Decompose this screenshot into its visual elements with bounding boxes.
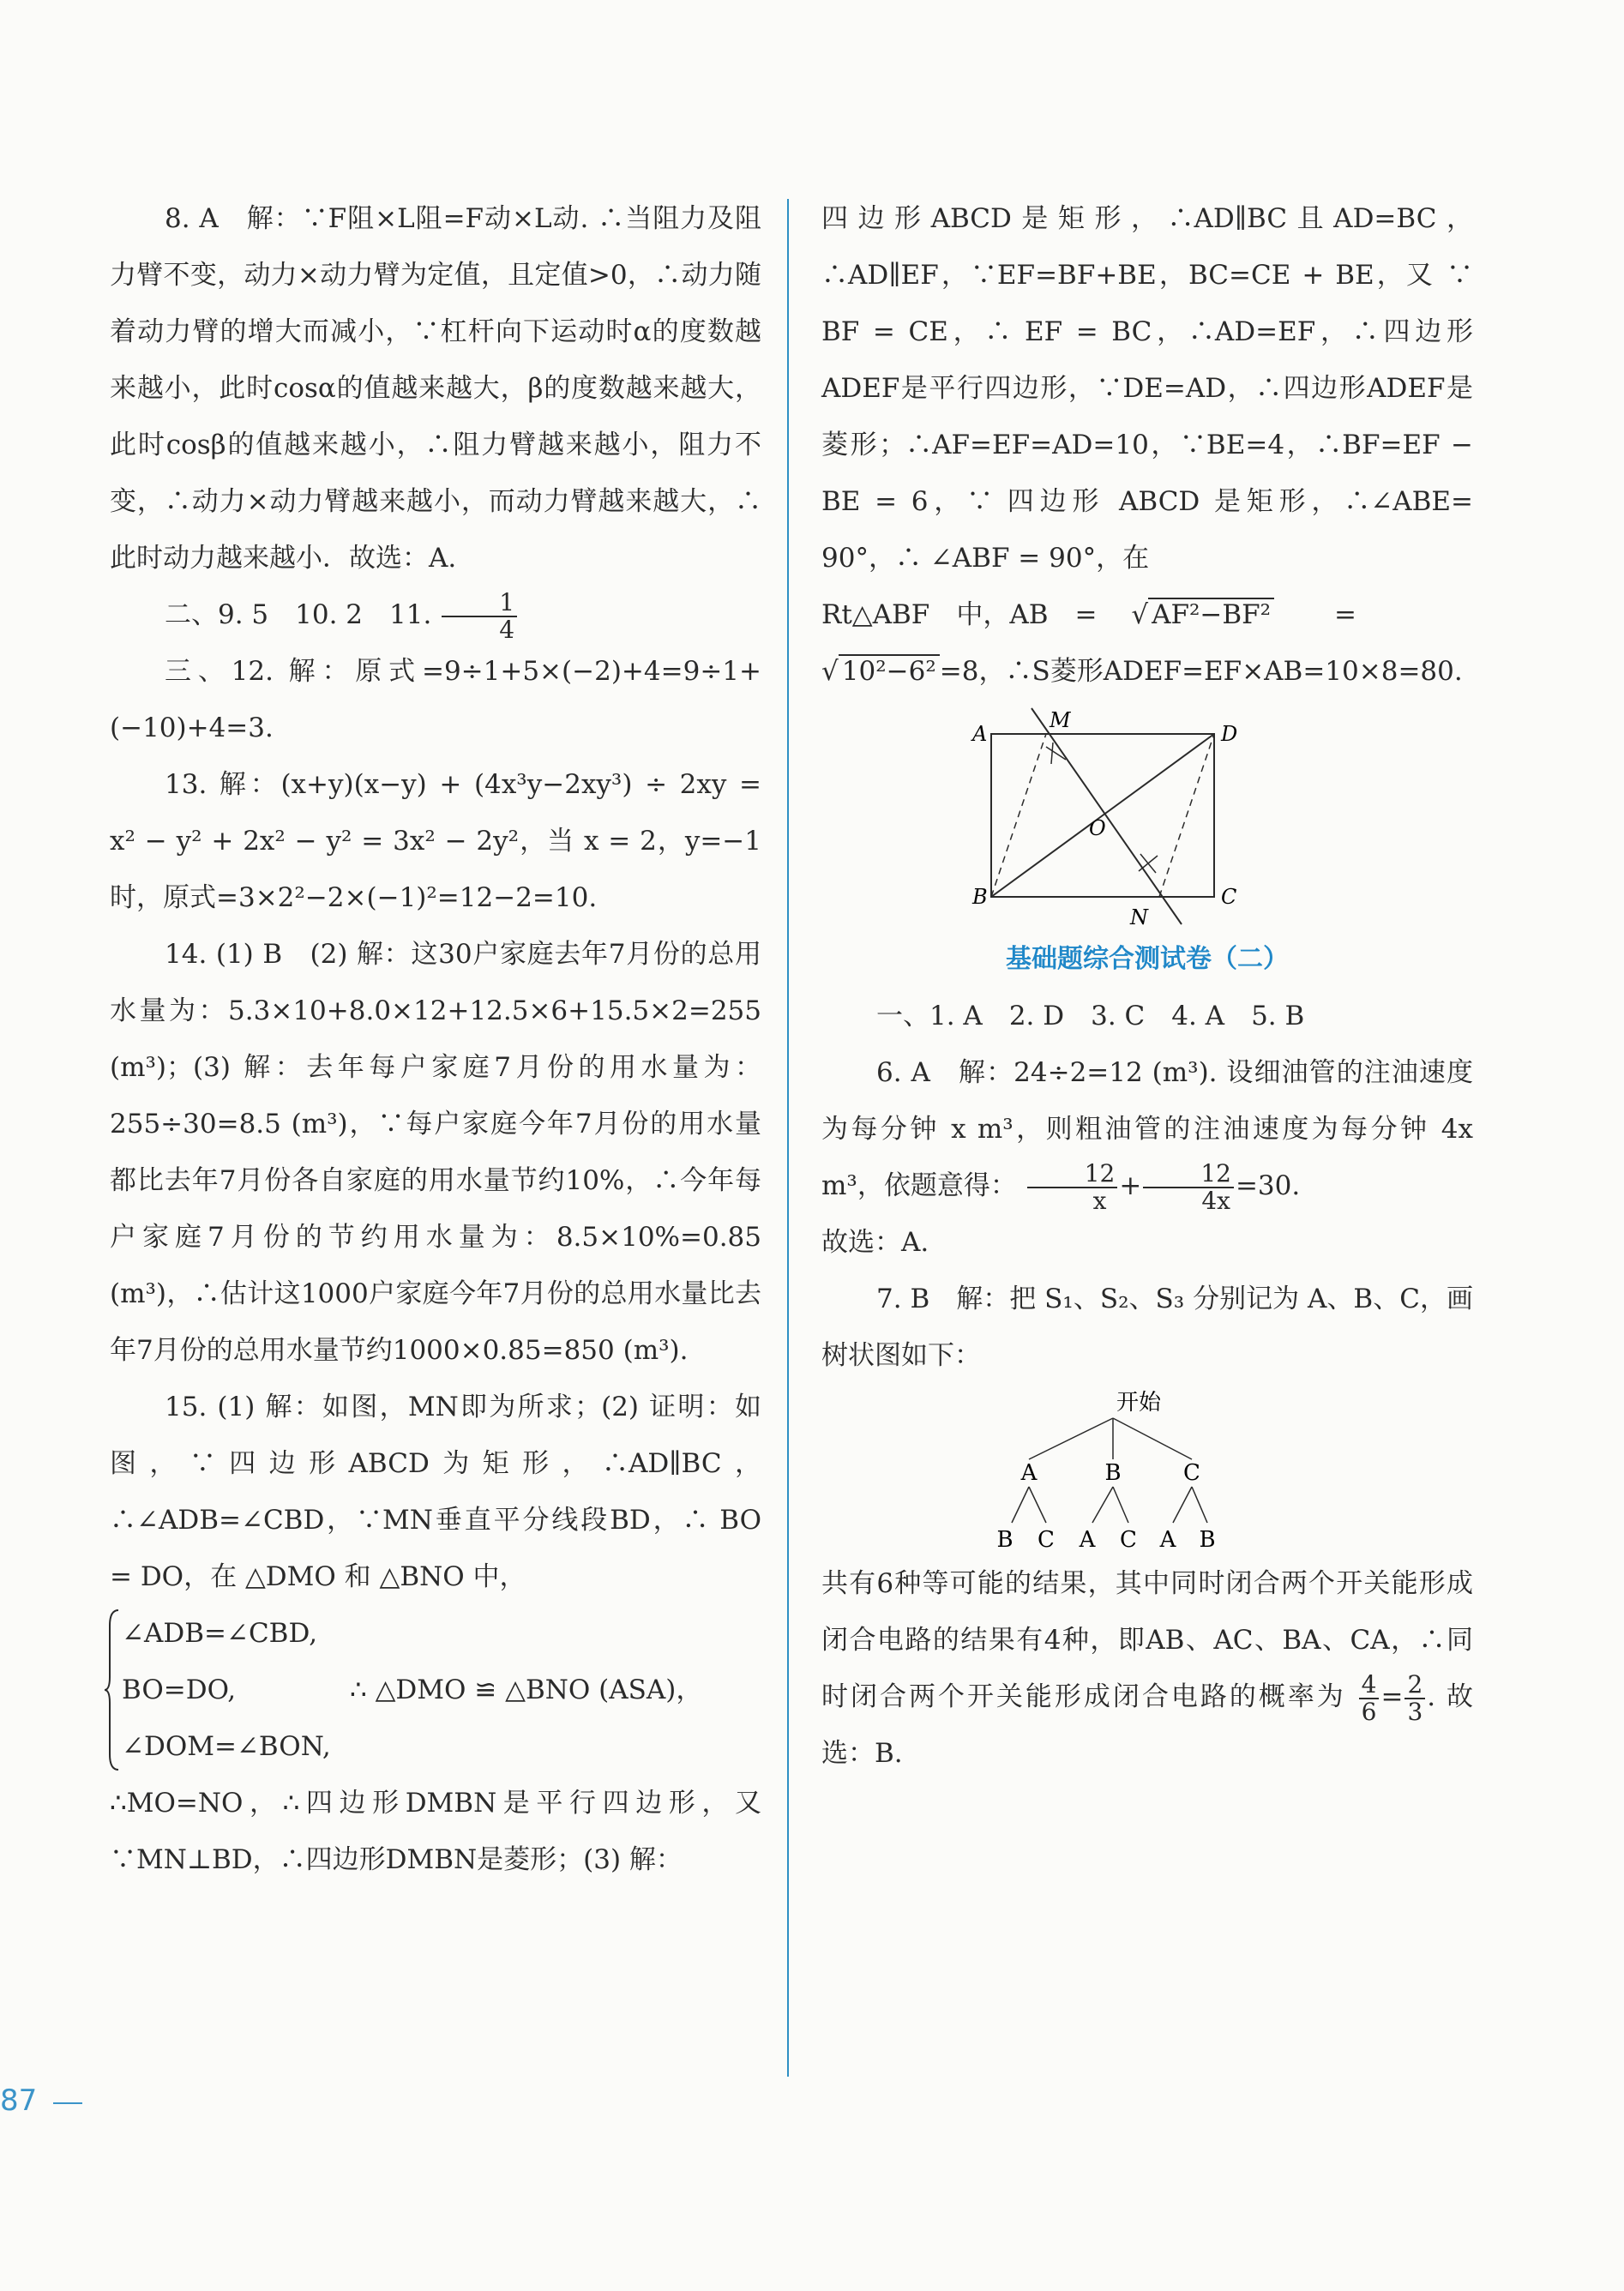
- system-line-1: ∠ADB=∠CBD,: [122, 1618, 318, 1649]
- answer-15-part-c: 四边形ABCD是矩形，∴AD∥BC且AD=BC，∴AD∥EF，∵EF=BF+BE，BC=CE + BE，又 ∵ BF = CE，∴ EF = BC，∴AD=EF，∴四边形ADEF是平行四边形，∵DE=AD，∴四边形ADEF是菱形；∴AF=EF=AD=10，∵BE=4，∴BF=EF − BE = 6，∵ 四边形 ABCD 是矩形，∴∠ABE= 90°，∴ ∠ABF = 90°，在: [821, 203, 1473, 574]
- label-n: N: [1130, 905, 1148, 929]
- diagonal-bd: [991, 734, 1214, 897]
- part2-text: 二、9. 5 10. 2 11.: [165, 599, 432, 630]
- fraction-12-over-x: $\frac{12}{x}$: [1027, 1161, 1118, 1214]
- answer-14: 14. (1) B (2) 解：这30户家庭去年7月份的总用水量为：5.3×10+8.0×12+12.5×6+15.5×2=255 (m³)；(3) 解：去年每户家庭7月份的用水量为：255÷30=8.5 (m³)，∵每户家庭今年7月份的用水量都比去年7月份各自家庭的用水量节约10%，∴今年每户家庭7月份的节约用水量为：8.5×10%=0.85 (m³)，∴估计这1000户家庭今年7月份的总用水量比去年7月份的总用水量节约1000×0.85=850 (m³).: [110, 939, 761, 1366]
- line-mn: [1032, 708, 1182, 924]
- congruence-result: ∴ △DMO ≌ △BNO (ASA)，: [350, 1675, 703, 1705]
- answer-15-part-a: 15. (1) 解：如图，MN即为所求；(2) 证明：如图，∵四边形ABCD为矩形，∴AD∥BC，∴∠ADB=∠CBD，∵MN垂直平分线段BD，∴ BO = DO，在 △DMO 和 △BNO 中，: [110, 1392, 761, 1592]
- tree-leaf: B: [996, 1527, 1013, 1553]
- answer-part2: [110, 586, 761, 643]
- tree-root: 开始: [1116, 1390, 1162, 1416]
- fraction-one-quarter: $\frac{1}{4}$: [442, 590, 517, 643]
- tree-leaf: C: [1120, 1527, 1137, 1553]
- fraction-4-over-6: $\frac{4}{6}$: [1359, 1672, 1380, 1725]
- dashed-nd: [1159, 734, 1214, 897]
- answer-15-part-b: ∴MO=NO，∴四边形DMBN是平行四边形，又∵MN⊥BD，∴四边形DMBN是菱形；(3) 解：: [110, 1788, 761, 1875]
- section-title: 基础题综合测试卷（二）: [1006, 944, 1289, 974]
- right-column: [821, 190, 1473, 1782]
- tree-leaf: A: [1159, 1527, 1176, 1553]
- column-divider: [787, 199, 789, 2077]
- tree-node-b: B: [1104, 1460, 1122, 1486]
- tree-node-c: C: [1183, 1460, 1200, 1486]
- left-column: [110, 190, 761, 1888]
- page-number-dash: [53, 2102, 82, 2104]
- tree-diagram: [821, 1384, 1473, 1555]
- equation-system: [110, 1605, 761, 1775]
- answer-7-explanation: 共有6种等可能的结果，其中同时闭合两个开关能形成闭合电路的结果有4种，即AB、AC、BA、CA，∴同时闭合两个开关能形成闭合电路的概率为 $\frac{4}{6}$ = $\frac{2}{3}$ . 故选：B.: [821, 1568, 1473, 1769]
- system-line-3: ∠DOM=∠BON,: [122, 1731, 331, 1762]
- label-b: B: [972, 885, 988, 909]
- label-o: O: [1089, 816, 1106, 840]
- page-number: 87: [0, 2084, 38, 2118]
- tree-node-a: A: [1020, 1460, 1038, 1486]
- answer-13: 13. 解：(x+y)(x−y) + (4x³y−2xy³) ÷ 2xy = x² − y² + 2x² − y² = 3x² − 2y²，当 x = 2，y=−1时，原式=3×2²−2×(−1)²=12−2=10.: [110, 769, 761, 913]
- dashed-bm: [991, 734, 1046, 897]
- left-brace-icon: [105, 1609, 120, 1771]
- fraction-12-over-4x: $\frac{12}{4x}$: [1143, 1161, 1234, 1214]
- sqrt-expression-2: 10²−6²: [839, 654, 940, 687]
- tree-leaf: C: [1038, 1527, 1055, 1553]
- answers-part1: 一、1. A 2. D 3. C 4. A 5. B: [876, 1001, 1305, 1031]
- label-m: M: [1050, 708, 1071, 732]
- answer-12: 三、12. 解：原式=9÷1+5×(−2)+4=9÷1+(−10)+4=3.: [110, 656, 761, 743]
- label-c: C: [1221, 885, 1237, 909]
- label-d: D: [1221, 722, 1238, 746]
- answer-7: 7. B 解：把 S₁、S₂、S₃ 分别记为 A、B、C，画树状图如下：: [821, 1284, 1473, 1371]
- label-a: A: [972, 722, 988, 746]
- answer-6-choice: 故选：A.: [821, 1227, 929, 1258]
- system-line-2: BO=DO,: [122, 1675, 237, 1705]
- answer-15-part-e: √ 10²−6² =8，∴S菱形ADEF=EF×AB=10×8=80.: [821, 656, 1463, 687]
- answer-6: 6. A 解：24÷2=12 (m³). 设细油管的注油速度为每分钟 x m³，则粗油管的注油速度为每分钟 4x m³，依题意得： $\frac{12}{x}$ + $\frac{12}{4x}$ =30.: [821, 1057, 1473, 1215]
- sqrt-expression: AF²−BF²: [1148, 598, 1274, 630]
- tree-leaf: B: [1199, 1527, 1216, 1553]
- answer-8: 8. A 解：∵F阻×L阻=F动×L动. ∴当阻力及阻力臂不变，动力×动力臂为定值，且定值>0，∴动力随着动力臂的增大而减小，∵杠杆向下运动时α的度数越来越小，此时cosα的值越来越大，β的度数越来越大，此时cosβ的值越来越小，∴阻力臂越来越小，阻力不变，∴动力×动力臂越来越小，而动力臂越来越大，∴此时动力越来越小．故选：A.: [110, 203, 761, 574]
- fraction-2-over-3: $\frac{2}{3}$: [1404, 1672, 1425, 1725]
- rectangle-figure: [821, 700, 1473, 931]
- tree-leaf: A: [1079, 1527, 1096, 1553]
- answer-15-part-d: Rt△ABF 中，AB = √ AF²−BF² =: [821, 599, 1356, 630]
